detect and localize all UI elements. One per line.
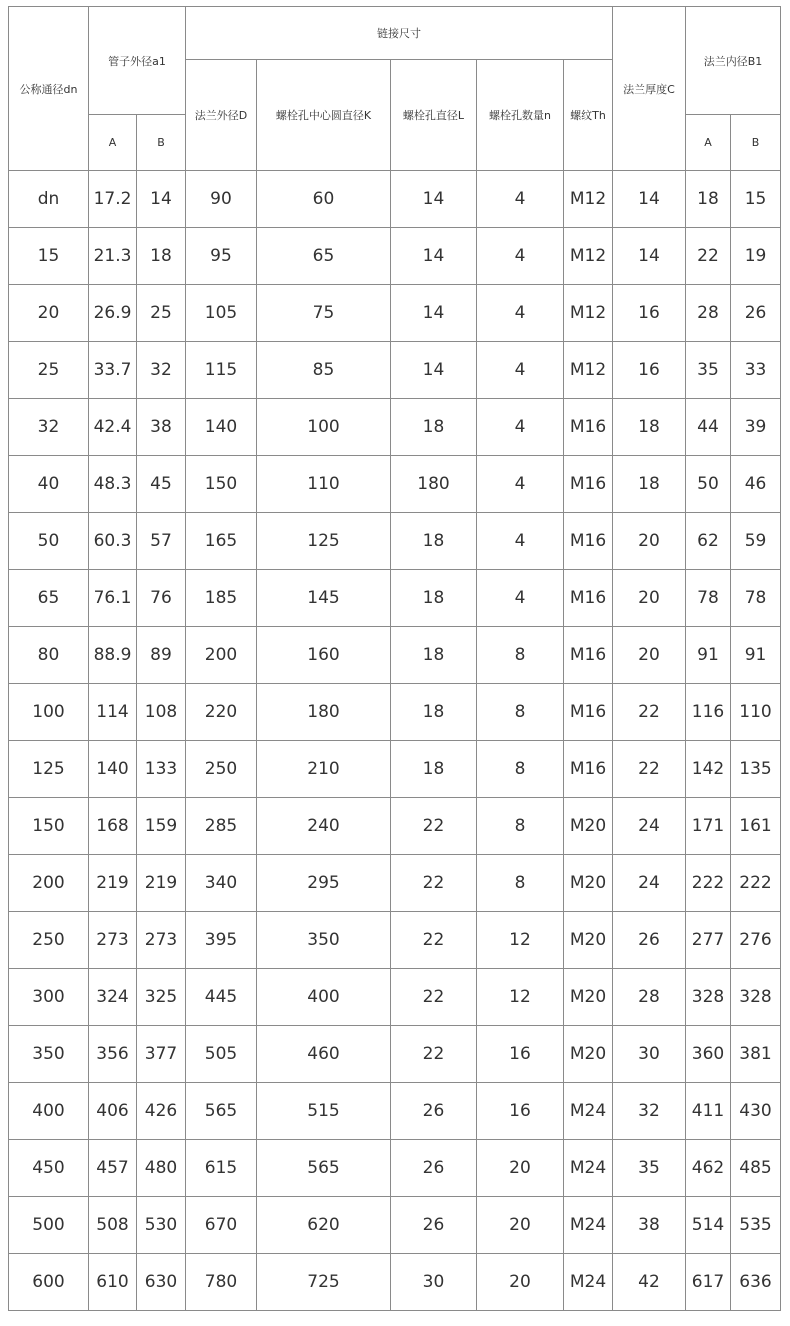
cell-dn: 50 (9, 513, 89, 570)
cell-dn: 500 (9, 1197, 89, 1254)
cell-pipe-od-a: 33.7 (89, 342, 137, 399)
table-row (9, 1140, 781, 1197)
cell-flange-od: 250 (186, 741, 257, 798)
cell-bolt-count: 4 (477, 228, 564, 285)
cell-thickness: 28 (613, 969, 686, 1026)
table-row (9, 684, 781, 741)
cell-bolt-count: 4 (477, 342, 564, 399)
cell-bolt-count: 8 (477, 684, 564, 741)
cell-inner-dia-b: 26 (731, 285, 781, 342)
cell-dn: 250 (9, 912, 89, 969)
cell-bolt-count: 16 (477, 1083, 564, 1140)
cell-thread: M24 (564, 1254, 613, 1311)
cell-inner-dia-a: 78 (686, 570, 731, 627)
cell-flange-od: 780 (186, 1254, 257, 1311)
cell-thickness: 14 (613, 171, 686, 228)
cell-bolt-circle: 515 (257, 1083, 391, 1140)
cell-inner-dia-b: 430 (731, 1083, 781, 1140)
header-flange-thickness: 法兰厚度C (613, 7, 686, 171)
cell-thread: M12 (564, 342, 613, 399)
cell-flange-od: 150 (186, 456, 257, 513)
table-row (9, 798, 781, 855)
cell-dn: 350 (9, 1026, 89, 1083)
cell-bolt-circle: 125 (257, 513, 391, 570)
table-row (9, 1254, 781, 1311)
cell-inner-dia-b: 636 (731, 1254, 781, 1311)
cell-dn: 600 (9, 1254, 89, 1311)
cell-pipe-od-b: 426 (137, 1083, 186, 1140)
cell-bolt-circle: 295 (257, 855, 391, 912)
cell-thread: M20 (564, 969, 613, 1026)
cell-thickness: 24 (613, 798, 686, 855)
cell-bolt-count: 20 (477, 1197, 564, 1254)
header-inner-b: B (731, 115, 781, 171)
cell-thickness: 30 (613, 1026, 686, 1083)
cell-dn: 300 (9, 969, 89, 1026)
cell-inner-dia-a: 28 (686, 285, 731, 342)
table-row (9, 1026, 781, 1083)
cell-thickness: 18 (613, 456, 686, 513)
header-pipe-b: B (137, 115, 186, 171)
cell-thread: M16 (564, 741, 613, 798)
cell-pipe-od-a: 76.1 (89, 570, 137, 627)
cell-inner-dia-b: 39 (731, 399, 781, 456)
cell-thread: M24 (564, 1197, 613, 1254)
cell-flange-od: 105 (186, 285, 257, 342)
cell-pipe-od-b: 325 (137, 969, 186, 1026)
cell-flange-od: 285 (186, 798, 257, 855)
cell-bolt-circle: 65 (257, 228, 391, 285)
cell-pipe-od-a: 21.3 (89, 228, 137, 285)
cell-bolt-circle: 110 (257, 456, 391, 513)
cell-flange-od: 165 (186, 513, 257, 570)
cell-inner-dia-b: 59 (731, 513, 781, 570)
cell-bolt-hole-dia: 22 (391, 1026, 477, 1083)
cell-flange-od: 90 (186, 171, 257, 228)
cell-bolt-hole-dia: 14 (391, 228, 477, 285)
cell-dn: 400 (9, 1083, 89, 1140)
cell-thread: M20 (564, 855, 613, 912)
cell-thickness: 18 (613, 399, 686, 456)
cell-thickness: 22 (613, 684, 686, 741)
cell-pipe-od-a: 508 (89, 1197, 137, 1254)
table-body (9, 171, 781, 1311)
cell-inner-dia-b: 485 (731, 1140, 781, 1197)
cell-flange-od: 185 (186, 570, 257, 627)
table-row (9, 1197, 781, 1254)
cell-bolt-hole-dia: 26 (391, 1140, 477, 1197)
cell-bolt-circle: 400 (257, 969, 391, 1026)
cell-bolt-hole-dia: 14 (391, 171, 477, 228)
table-row (9, 855, 781, 912)
cell-inner-dia-b: 91 (731, 627, 781, 684)
header-flange-inner-diameter: 法兰内径B1 (686, 7, 781, 115)
cell-dn: 32 (9, 399, 89, 456)
flange-dimension-table (8, 6, 781, 1311)
cell-bolt-count: 4 (477, 570, 564, 627)
cell-bolt-hole-dia: 18 (391, 627, 477, 684)
header-pipe-outer-diameter: 管子外径a1 (89, 7, 186, 115)
table-row (9, 342, 781, 399)
cell-bolt-count: 4 (477, 285, 564, 342)
cell-thread: M16 (564, 570, 613, 627)
cell-pipe-od-b: 480 (137, 1140, 186, 1197)
cell-pipe-od-b: 14 (137, 171, 186, 228)
cell-flange-od: 115 (186, 342, 257, 399)
cell-dn: 80 (9, 627, 89, 684)
table-row (9, 741, 781, 798)
cell-bolt-hole-dia: 18 (391, 741, 477, 798)
cell-pipe-od-b: 76 (137, 570, 186, 627)
cell-thread: M20 (564, 1026, 613, 1083)
cell-pipe-od-b: 32 (137, 342, 186, 399)
table-row (9, 285, 781, 342)
cell-inner-dia-a: 411 (686, 1083, 731, 1140)
cell-bolt-circle: 85 (257, 342, 391, 399)
cell-thickness: 20 (613, 627, 686, 684)
cell-bolt-circle: 460 (257, 1026, 391, 1083)
cell-pipe-od-a: 406 (89, 1083, 137, 1140)
cell-thread: M24 (564, 1083, 613, 1140)
cell-thickness: 16 (613, 285, 686, 342)
cell-thickness: 20 (613, 513, 686, 570)
cell-bolt-circle: 620 (257, 1197, 391, 1254)
cell-bolt-count: 20 (477, 1140, 564, 1197)
cell-pipe-od-a: 219 (89, 855, 137, 912)
cell-flange-od: 340 (186, 855, 257, 912)
cell-dn: 15 (9, 228, 89, 285)
cell-thickness: 20 (613, 570, 686, 627)
header-inner-a: A (686, 115, 731, 171)
cell-inner-dia-a: 91 (686, 627, 731, 684)
cell-dn: 150 (9, 798, 89, 855)
cell-inner-dia-b: 78 (731, 570, 781, 627)
table-row (9, 969, 781, 1026)
cell-pipe-od-a: 457 (89, 1140, 137, 1197)
cell-inner-dia-a: 18 (686, 171, 731, 228)
cell-pipe-od-b: 38 (137, 399, 186, 456)
cell-inner-dia-a: 50 (686, 456, 731, 513)
cell-inner-dia-a: 116 (686, 684, 731, 741)
cell-bolt-circle: 60 (257, 171, 391, 228)
table-row (9, 570, 781, 627)
cell-bolt-hole-dia: 22 (391, 969, 477, 1026)
cell-inner-dia-a: 222 (686, 855, 731, 912)
cell-bolt-hole-dia: 18 (391, 513, 477, 570)
cell-inner-dia-a: 22 (686, 228, 731, 285)
cell-inner-dia-a: 171 (686, 798, 731, 855)
cell-bolt-count: 8 (477, 855, 564, 912)
cell-inner-dia-b: 19 (731, 228, 781, 285)
header-bolt-hole-count: 螺栓孔数量n (477, 60, 564, 171)
header-flange-outer-diameter: 法兰外径D (186, 60, 257, 171)
cell-inner-dia-b: 381 (731, 1026, 781, 1083)
cell-pipe-od-a: 356 (89, 1026, 137, 1083)
cell-thread: M16 (564, 513, 613, 570)
table-header (9, 7, 781, 171)
cell-pipe-od-b: 159 (137, 798, 186, 855)
cell-pipe-od-b: 133 (137, 741, 186, 798)
cell-dn: 450 (9, 1140, 89, 1197)
cell-inner-dia-a: 617 (686, 1254, 731, 1311)
cell-bolt-circle: 725 (257, 1254, 391, 1311)
cell-inner-dia-b: 110 (731, 684, 781, 741)
cell-pipe-od-b: 18 (137, 228, 186, 285)
cell-bolt-circle: 240 (257, 798, 391, 855)
cell-bolt-hole-dia: 180 (391, 456, 477, 513)
cell-pipe-od-b: 57 (137, 513, 186, 570)
cell-pipe-od-a: 88.9 (89, 627, 137, 684)
cell-inner-dia-b: 535 (731, 1197, 781, 1254)
table-row (9, 399, 781, 456)
cell-thickness: 38 (613, 1197, 686, 1254)
cell-dn: dn (9, 171, 89, 228)
cell-bolt-count: 4 (477, 456, 564, 513)
cell-bolt-count: 4 (477, 513, 564, 570)
cell-bolt-hole-dia: 22 (391, 855, 477, 912)
cell-inner-dia-a: 360 (686, 1026, 731, 1083)
cell-flange-od: 200 (186, 627, 257, 684)
cell-bolt-hole-dia: 26 (391, 1083, 477, 1140)
cell-bolt-circle: 210 (257, 741, 391, 798)
cell-bolt-hole-dia: 18 (391, 399, 477, 456)
table-row (9, 171, 781, 228)
cell-bolt-circle: 565 (257, 1140, 391, 1197)
table-row (9, 456, 781, 513)
cell-bolt-hole-dia: 14 (391, 342, 477, 399)
cell-pipe-od-b: 630 (137, 1254, 186, 1311)
cell-pipe-od-a: 324 (89, 969, 137, 1026)
cell-inner-dia-a: 328 (686, 969, 731, 1026)
cell-pipe-od-b: 273 (137, 912, 186, 969)
cell-dn: 100 (9, 684, 89, 741)
cell-bolt-hole-dia: 26 (391, 1197, 477, 1254)
header-thread: 螺纹Th (564, 60, 613, 171)
cell-bolt-hole-dia: 22 (391, 912, 477, 969)
cell-thread: M16 (564, 684, 613, 741)
header-connection-dimensions: 链接尺寸 (186, 7, 613, 60)
cell-inner-dia-a: 35 (686, 342, 731, 399)
cell-pipe-od-a: 610 (89, 1254, 137, 1311)
cell-bolt-circle: 180 (257, 684, 391, 741)
cell-flange-od: 445 (186, 969, 257, 1026)
cell-inner-dia-b: 328 (731, 969, 781, 1026)
cell-inner-dia-a: 462 (686, 1140, 731, 1197)
cell-bolt-hole-dia: 30 (391, 1254, 477, 1311)
cell-bolt-count: 4 (477, 171, 564, 228)
cell-bolt-count: 8 (477, 798, 564, 855)
cell-inner-dia-b: 222 (731, 855, 781, 912)
cell-thread: M20 (564, 912, 613, 969)
cell-flange-od: 565 (186, 1083, 257, 1140)
cell-bolt-count: 12 (477, 969, 564, 1026)
cell-pipe-od-a: 48.3 (89, 456, 137, 513)
cell-inner-dia-b: 276 (731, 912, 781, 969)
cell-pipe-od-b: 108 (137, 684, 186, 741)
cell-thread: M24 (564, 1140, 613, 1197)
cell-thread: M16 (564, 456, 613, 513)
flange-dimension-table-container (8, 6, 781, 1311)
cell-thread: M20 (564, 798, 613, 855)
cell-thread: M16 (564, 627, 613, 684)
cell-inner-dia-a: 44 (686, 399, 731, 456)
cell-bolt-count: 8 (477, 741, 564, 798)
cell-pipe-od-b: 89 (137, 627, 186, 684)
cell-bolt-hole-dia: 18 (391, 570, 477, 627)
cell-bolt-circle: 145 (257, 570, 391, 627)
cell-bolt-count: 12 (477, 912, 564, 969)
cell-dn: 125 (9, 741, 89, 798)
cell-dn: 20 (9, 285, 89, 342)
cell-thickness: 26 (613, 912, 686, 969)
cell-dn: 65 (9, 570, 89, 627)
cell-inner-dia-b: 15 (731, 171, 781, 228)
cell-flange-od: 505 (186, 1026, 257, 1083)
cell-flange-od: 220 (186, 684, 257, 741)
cell-thickness: 16 (613, 342, 686, 399)
cell-bolt-count: 20 (477, 1254, 564, 1311)
table-row (9, 912, 781, 969)
cell-pipe-od-b: 530 (137, 1197, 186, 1254)
cell-bolt-circle: 75 (257, 285, 391, 342)
cell-inner-dia-a: 62 (686, 513, 731, 570)
cell-thread: M12 (564, 285, 613, 342)
cell-bolt-hole-dia: 14 (391, 285, 477, 342)
cell-thread: M12 (564, 228, 613, 285)
cell-pipe-od-b: 45 (137, 456, 186, 513)
cell-thickness: 35 (613, 1140, 686, 1197)
cell-thickness: 14 (613, 228, 686, 285)
cell-pipe-od-b: 25 (137, 285, 186, 342)
cell-pipe-od-a: 60.3 (89, 513, 137, 570)
cell-thickness: 32 (613, 1083, 686, 1140)
header-bolt-circle-diameter: 螺栓孔中心圆直径K (257, 60, 391, 171)
cell-pipe-od-a: 26.9 (89, 285, 137, 342)
cell-bolt-count: 4 (477, 399, 564, 456)
table-row (9, 1083, 781, 1140)
cell-thread: M12 (564, 171, 613, 228)
cell-dn: 200 (9, 855, 89, 912)
cell-dn: 40 (9, 456, 89, 513)
cell-thickness: 22 (613, 741, 686, 798)
cell-inner-dia-a: 142 (686, 741, 731, 798)
cell-thickness: 42 (613, 1254, 686, 1311)
cell-flange-od: 140 (186, 399, 257, 456)
header-nominal-diameter: 公称通径dn (9, 7, 89, 171)
cell-inner-dia-b: 135 (731, 741, 781, 798)
cell-bolt-hole-dia: 22 (391, 798, 477, 855)
cell-pipe-od-b: 377 (137, 1026, 186, 1083)
cell-bolt-count: 16 (477, 1026, 564, 1083)
cell-inner-dia-a: 277 (686, 912, 731, 969)
header-bolt-hole-diameter: 螺栓孔直径L (391, 60, 477, 171)
cell-pipe-od-a: 140 (89, 741, 137, 798)
cell-flange-od: 95 (186, 228, 257, 285)
cell-bolt-circle: 100 (257, 399, 391, 456)
cell-inner-dia-b: 33 (731, 342, 781, 399)
cell-bolt-circle: 160 (257, 627, 391, 684)
cell-inner-dia-b: 161 (731, 798, 781, 855)
cell-pipe-od-a: 17.2 (89, 171, 137, 228)
cell-inner-dia-b: 46 (731, 456, 781, 513)
cell-flange-od: 395 (186, 912, 257, 969)
cell-bolt-count: 8 (477, 627, 564, 684)
cell-dn: 25 (9, 342, 89, 399)
cell-bolt-circle: 350 (257, 912, 391, 969)
header-pipe-a: A (89, 115, 137, 171)
cell-pipe-od-b: 219 (137, 855, 186, 912)
table-row (9, 513, 781, 570)
table-row (9, 627, 781, 684)
cell-bolt-hole-dia: 18 (391, 684, 477, 741)
cell-flange-od: 615 (186, 1140, 257, 1197)
cell-inner-dia-a: 514 (686, 1197, 731, 1254)
cell-pipe-od-a: 168 (89, 798, 137, 855)
cell-pipe-od-a: 42.4 (89, 399, 137, 456)
cell-thread: M16 (564, 399, 613, 456)
cell-pipe-od-a: 273 (89, 912, 137, 969)
table-row (9, 228, 781, 285)
cell-pipe-od-a: 114 (89, 684, 137, 741)
cell-flange-od: 670 (186, 1197, 257, 1254)
cell-thickness: 24 (613, 855, 686, 912)
